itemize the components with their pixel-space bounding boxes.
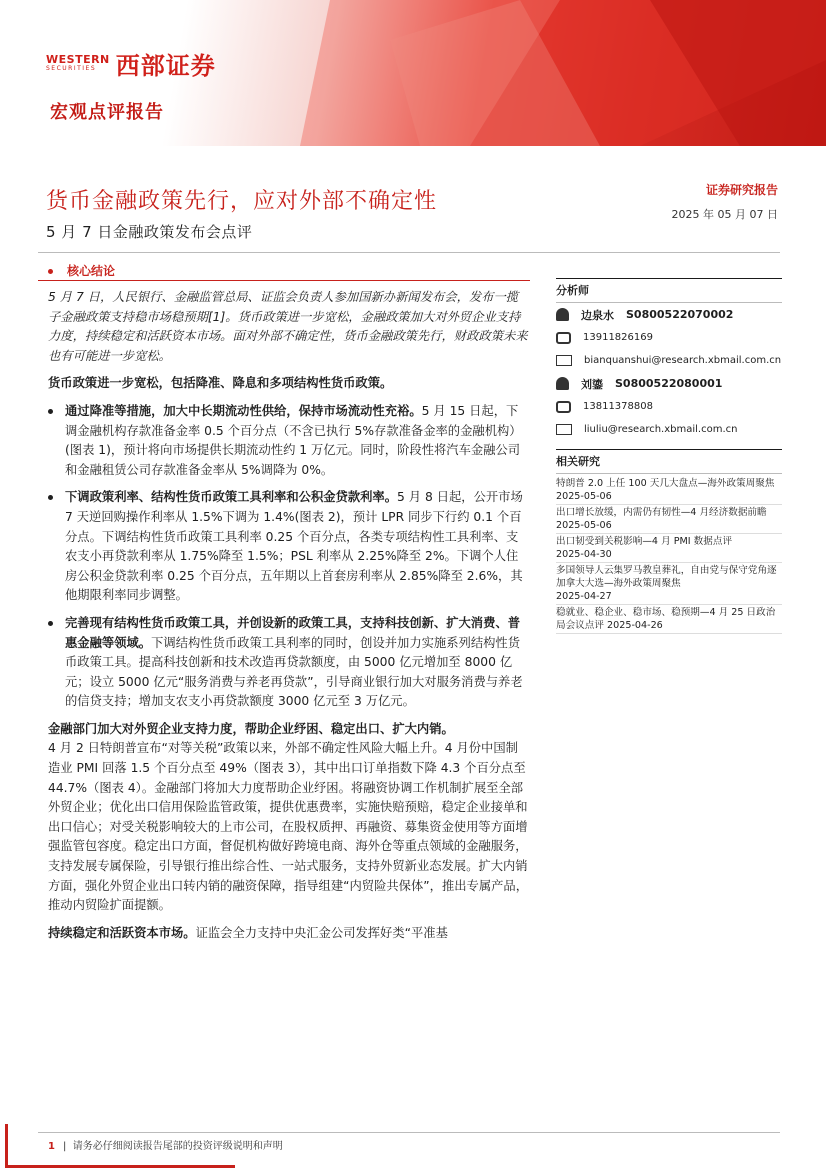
section-heading-trade: 金融部门加大对外贸企业支持力度，帮助企业纾困、稳定出口、扩大内销。	[48, 721, 454, 736]
divider	[38, 252, 780, 253]
capital-market-paragraph: 持续稳定和活跃资本市场。证监会全力支持中央汇金公司发挥好类“平准基	[48, 925, 448, 940]
footer-disclaimer: 请务必仔细阅读报告尾部的投资评级说明和声明	[72, 1141, 283, 1152]
related-link[interactable]: 稳就业、稳企业、稳市场、稳预期—4 月 25 日政治局会议点评 2025-04-26	[556, 605, 782, 634]
bullet-dot-icon	[48, 269, 53, 274]
header-banner	[0, 0, 826, 146]
footer	[48, 1137, 283, 1152]
person-icon	[556, 308, 569, 321]
phone-row: 13911826169	[556, 326, 782, 349]
list-item: 通过降准等措施，加大中长期流动性供给，保持市场流动性充裕。5 月 15 日起，下调金融机构存款准备金率 0.5 个百分点（不含已执行 5%存款准备金率的金融机构）(图表 1)，预计将向市场提供长期流动性约 1 万亿元。同时，阶段性将汽车金融公司和金融租赁公司存款准备金率从 5%调降为 0%。	[48, 402, 530, 480]
email-link[interactable]: liuliu@research.xbmail.com.cn	[584, 424, 738, 435]
analyst-row: 边泉水 S0800522070002	[556, 303, 782, 326]
footer-separator: |	[62, 1141, 73, 1152]
report-subtitle: 5 月 7 日金融政策发布会点评	[46, 223, 253, 241]
footer-divider	[38, 1132, 780, 1133]
email-link[interactable]: bianquanshui@research.xbmail.com.cn	[584, 355, 782, 366]
report-date: 2025 年 05 月 07 日	[671, 208, 778, 221]
phone-row: 13811378808	[556, 395, 782, 418]
sidebar	[556, 278, 782, 634]
related-link[interactable]: 出口增长放缓，内需仍有韧性—4 月经济数据前瞻 2025-05-06	[556, 505, 782, 534]
phone-icon	[556, 401, 571, 413]
corner-mark	[5, 1124, 8, 1168]
trade-paragraph: 4 月 2 日特朗普宣布“对等关税”政策以来，外部不确定性风险大幅上升。4 月份中国制造业 PMI 回落 1.5 个百分点至 49%（图表 3），其中出口订单指数下降 4.3 个百分点至 44.7%（图表 4）。金融部门将加大力度帮助企业纾困。将融资协调工作机制扩展至全部外贸企业；优化出口信用保险监管政策，提供优惠费率，实施快赔预赔，稳定企业接单和出口信心；对受关税影响较大的上市公司，在股权质押、再融资、募集资金使用等方面增强监管包容度。稳定出口方面，督促机构做好跨境电商、海外仓等重点领域的金融服务，支持发展专属保险，引导银行推出综合性、一站式服务，支持外贸新业态发展。扩大内销方面，强化外贸企业出口转内销的融资保障，指导组建“内贸险共保体”，推出专属产品，推动内贸险扩面提额。	[48, 741, 529, 913]
related-list	[556, 474, 782, 634]
analyst-row: 刘鎏 S0800522080001	[556, 372, 782, 395]
email-row	[556, 349, 782, 372]
mail-icon	[556, 424, 572, 435]
related-link[interactable]: 多国领导人云集罗马教皇葬礼，自由党与保守党角逐加拿大大选—海外政策周聚焦 2025-04-27	[556, 563, 782, 605]
core-conclusion-heading: 核心结论	[48, 262, 115, 279]
main-content	[48, 288, 530, 943]
list-item: 完善现有结构性货币政策工具，并创设新的政策工具，支持科技创新、扩大消费、普惠金融等领域。下调结构性货币政策工具利率的同时，创设并加力实施系列结构性货币政策工具。提高科技创新和技术改造再贷款额度，由 5000 亿元增加至 8000 亿元；设立 5000 亿元“服务消费与养老再贷款”，引导商业银行加大对服务消费与养老的信贷支持；增加支农支小再贷款额度 3000 亿元至 3 万亿元。	[48, 614, 530, 712]
section-heading-monetary: 货币政策进一步宽松，包括降准、降息和多项结构性货币政策。	[48, 376, 393, 391]
related-heading: 相关研究	[556, 449, 782, 474]
related-link[interactable]: 特朗普 2.0 上任 100 天几大盘点—海外政策周聚焦 2025-05-06	[556, 476, 782, 505]
report-title: 货币金融政策先行，应对外部不确定性	[46, 189, 438, 214]
email-row	[556, 418, 782, 441]
person-icon	[556, 377, 569, 390]
report-category: 宏观点评报告	[50, 102, 164, 123]
core-divider	[38, 280, 530, 281]
list-item: 下调政策利率、结构性货币政策工具利率和公积金贷款利率。5 月 8 日起，公开市场 7 天逆回购操作利率从 1.5%下调为 1.4%(图表 2)，预计 LPR 同步下行约 0.1 个百分点。下调结构性货币政策工具利率 0.25 个百分点，各类专项结构性工具利率、支农支小再贷款利率从 1.75%降至 1.5%；PSL 利率从 2.25%降至 2%。下调个人住房公积金贷款利率 0.25 个百分点，五年期以上首套房利率从 2.85%降至 2.6%，其他期限利率同步调整。	[48, 488, 530, 606]
logo-english: WESTERN SECURITIES	[46, 53, 110, 72]
phone-icon	[556, 332, 571, 344]
logo-chinese: 西部证券	[115, 52, 216, 80]
related-research	[556, 449, 782, 634]
corner-mark	[5, 1165, 235, 1168]
analyst-heading: 分析师	[556, 278, 782, 303]
report-label: 证券研究报告	[705, 183, 778, 197]
related-link[interactable]: 出口韧受到关税影响—4 月 PMI 数据点评 2025-04-30	[556, 534, 782, 563]
company-logo	[46, 46, 216, 81]
intro-paragraph: 5 月 7 日，人民银行、金融监管总局、证监会负责人参加国新办新闻发布会，发布一揽子金融政策支持稳市场稳预期[1]。货币政策进一步宽松，金融政策加大对外贸企业支持力度，持续稳定和活跃资本市场。面对外部不确定性，货币金融政策先行，财政政策未来也有可能进一步宽松。	[48, 290, 528, 363]
page-number: 1	[48, 1141, 55, 1152]
mail-icon	[556, 355, 572, 366]
